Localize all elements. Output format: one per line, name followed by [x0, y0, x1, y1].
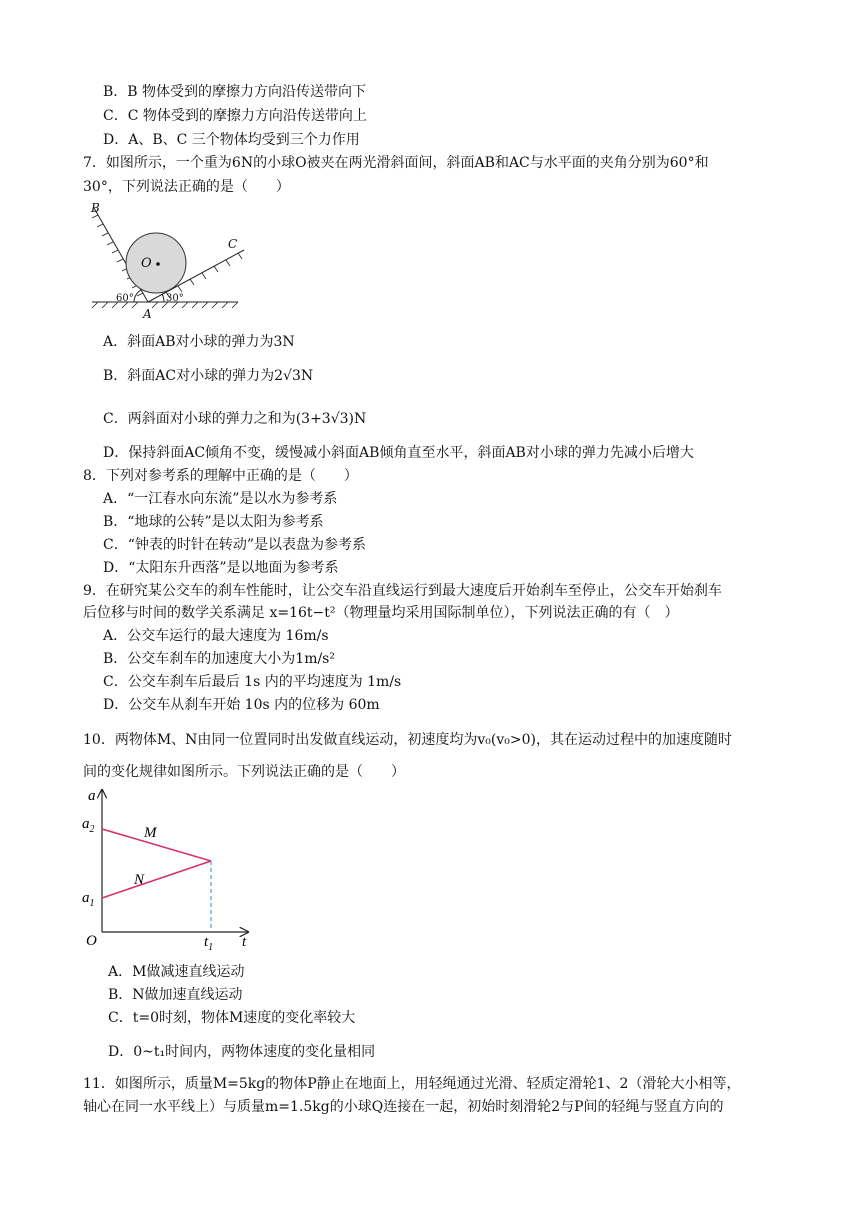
- q7-fig-label-c: C: [228, 237, 238, 251]
- q8-option-b: B．“地球的公转”是以太阳为参考系: [103, 514, 324, 530]
- q8-option-a: A．“一江春水向东流”是以水为参考系: [103, 491, 338, 507]
- q9-option-c: C．公交车刹车后最后 1s 内的平均速度为 1m/s: [103, 674, 402, 690]
- q8-stem: 8．下列对参考系的理解中正确的是（ ）: [83, 468, 358, 484]
- series-line-n: [102, 861, 211, 898]
- q7-fig-angle-60: 60°: [116, 293, 134, 304]
- q9-option-d: D．公交车从刹车开始 10s 内的位移为 60m: [103, 697, 380, 713]
- q7-stem-line2: 30°，下列说法正确的是（ ）: [83, 179, 290, 195]
- q10-option-c: C．t=0时刻，物体M速度的变化率较大: [108, 1010, 356, 1026]
- q7-option-d: D．保持斜面AC倾角不变，缓慢减小斜面AB倾角直至水平，斜面AB对小球的弹力先减小后增大: [103, 445, 694, 461]
- x-tick-label-t1: $t_1$: [204, 934, 214, 953]
- series-label-n: N: [134, 872, 145, 888]
- q10-option-d: D．0~t₁时间内，两物体速度的变化量相同: [108, 1044, 376, 1060]
- q8-option-c: C．“钟表的时针在转动”是以表盘为参考系: [103, 537, 367, 553]
- q10-acceleration-time-chart: [80, 780, 270, 955]
- q10-option-b: B．N做加速直线运动: [108, 987, 243, 1003]
- y-axis-label: a: [88, 788, 96, 804]
- x-axis-label: t: [242, 934, 247, 950]
- q10-stem-line1: 10．两物体M、N由同一位置同时出发做直线运动，初速度均为v₀(v₀>0)，其在运动过程中的加速度随时: [83, 732, 733, 748]
- q6-option-d: D．A、B、C 三个物体均受到三个力作用: [103, 132, 360, 148]
- y-tick-label-a2: $a_2$: [82, 816, 95, 835]
- q10-option-a: A．M做减速直线运动: [108, 964, 245, 980]
- q7-fig-angle-30: 30°: [166, 293, 184, 304]
- q7-option-b: B．斜面AC对小球的弹力为2√3N: [103, 368, 314, 384]
- q6-option-b: B．B 物体受到的摩擦力方向沿传送带向下: [103, 84, 367, 100]
- q7-option-a: A．斜面AB对小球的弹力为3N: [103, 334, 295, 350]
- q11-stem-line2: 轴心在同一水平线上）与质量m=1.5kg的小球Q连接在一起，初始时刻滑轮2与P间的轻绳与竖直方向的: [83, 1099, 724, 1115]
- q8-option-d: D．“太阳东升西落”是以地面为参考系: [103, 560, 339, 576]
- series-line-m: [102, 829, 211, 861]
- q7-option-c: C．两斜面对小球的弹力之和为(3+3√3)N: [103, 411, 367, 427]
- q7-fig-label-o: O: [141, 256, 152, 271]
- series-label-m: M: [144, 825, 157, 841]
- q9-option-b: B．公交车刹车的加速度大小为1m/s²: [103, 651, 335, 667]
- q7-fig-label-b: B: [91, 201, 100, 215]
- q9-stem-line2: 后位移与时间的数学关系满足 x=16t−t²（物理量均采用国际制单位），下列说法正确的有（ ）: [83, 605, 679, 621]
- y-tick-label-a1: $a_1$: [82, 890, 95, 909]
- q7-fig-label-a: A: [143, 307, 152, 321]
- q6-option-c: C．C 物体受到的摩擦力方向沿传送带向上: [103, 108, 367, 124]
- q10-stem-line2: 间的变化规律如图所示。下列说法正确的是（ ）: [83, 764, 405, 780]
- q7-stem-line1: 7．如图所示，一个重为6N的小球O被夹在两光滑斜面间，斜面AB和AC与水平面的夹角分别为60°和: [83, 155, 709, 171]
- q11-stem-line1: 11．如图所示，质量M=5kg的物体P静止在地面上，用轻绳通过光滑、轻质定滑轮1、2（滑轮大小相等，: [83, 1076, 741, 1092]
- q9-option-a: A．公交车运行的最大速度为 16m/s: [103, 628, 329, 644]
- origin-label: O: [86, 933, 97, 949]
- q9-stem-line1: 9．在研究某公交车的刹车性能时，让公交车沿直线运行到最大速度后开始刹车至停止，公交车开始刹车: [83, 583, 722, 599]
- ball-o: [126, 233, 186, 293]
